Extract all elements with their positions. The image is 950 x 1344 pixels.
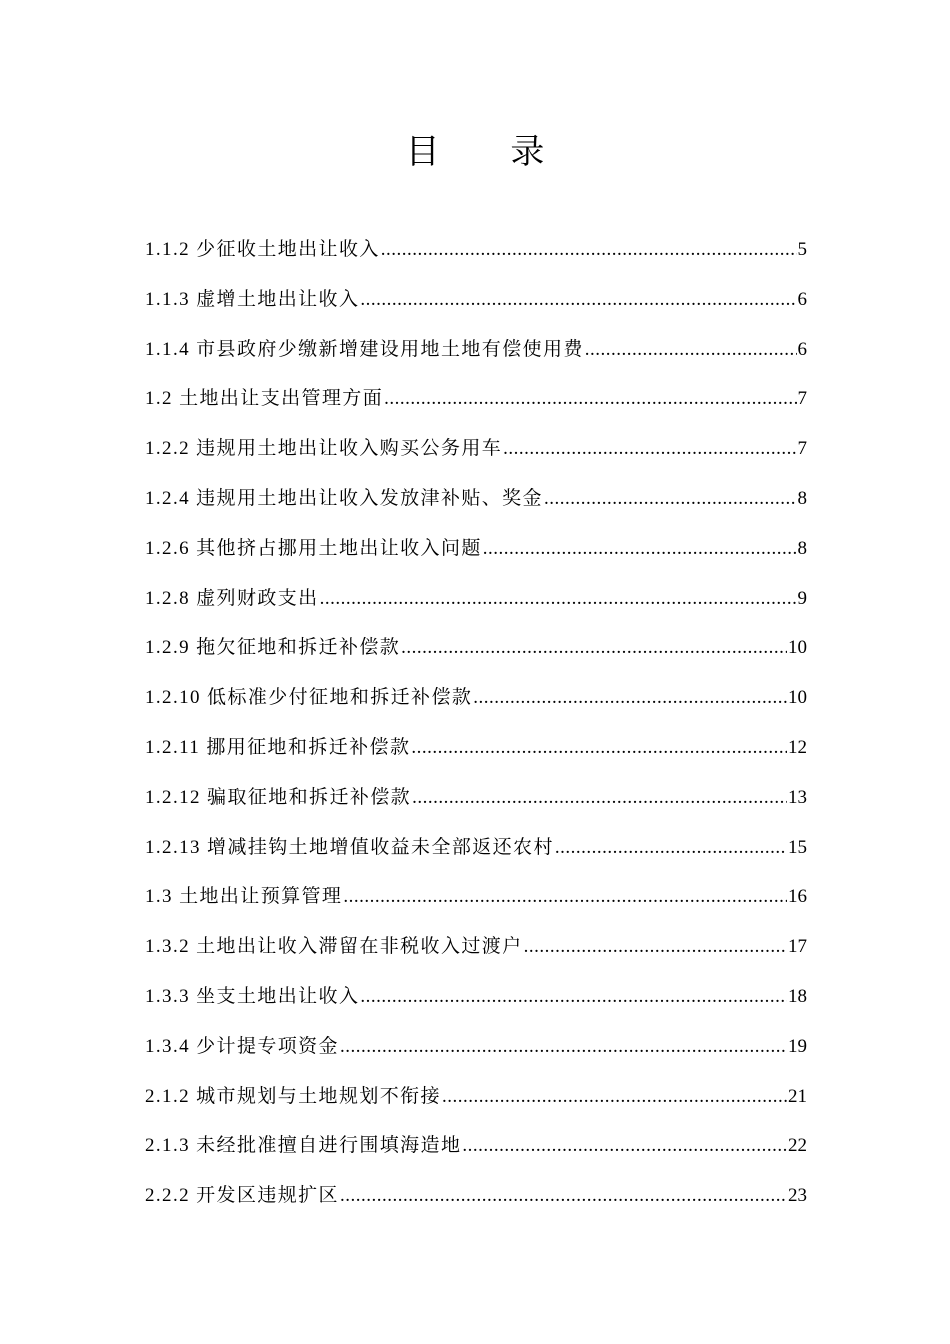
toc-leader-dots [462,1126,787,1166]
toc-entry-page: 10 [788,637,807,659]
toc-leader-dots [343,877,787,917]
toc-entry-page: 18 [788,985,807,1007]
toc-leader-dots [384,379,796,419]
toc-entry-page: 17 [788,936,807,958]
toc-leader-dots [340,1176,787,1216]
toc-entry-page: 6 [797,288,807,310]
toc-entry-label: 1.3.3 坐支土地出让收入 [145,985,360,1007]
toc-entry-page: 23 [788,1185,807,1207]
toc-entry-page: 6 [797,338,807,360]
toc-entry[interactable] [145,628,807,678]
toc-entry-label: 1.3 土地出让预算管理 [145,886,343,908]
toc-entry-page: 9 [797,587,807,609]
toc-entry-label: 1.3.2 土地出让收入滞留在非税收入过渡户 [145,936,523,958]
toc-entry-page: 15 [788,836,807,858]
toc-entry-label: 1.2.13 增减挂钩土地增值收益未全部返还农村 [145,836,554,858]
page-title: 目 录 [405,132,575,172]
toc-entry[interactable] [145,977,807,1027]
toc-entry[interactable] [145,1126,807,1176]
toc-leader-dots [320,579,797,619]
toc-entry[interactable] [145,1027,807,1077]
toc-entry[interactable] [145,230,807,280]
toc-entry[interactable] [145,877,807,927]
toc-entry-label: 1.2.6 其他挤占挪用土地出让收入问题 [145,537,482,559]
toc-entry-page: 7 [797,438,807,460]
toc-leader-dots [360,280,796,320]
toc-leader-dots [411,728,787,768]
toc-entry-page: 12 [788,736,807,758]
toc-entry[interactable] [145,429,807,479]
toc-leader-dots [442,1077,787,1117]
toc-entry[interactable] [145,379,807,429]
toc-entry-label: 2.2.2 开发区违规扩区 [145,1185,339,1207]
toc-entry-label: 1.1.2 少征收土地出让收入 [145,239,380,260]
toc-leader-dots [340,1027,787,1067]
toc-leader-dots [555,828,787,868]
toc-entry-page: 13 [788,786,807,808]
toc-entry-label: 1.2.8 虚列财政支出 [145,587,319,609]
toc-entry-label: 1.2.10 低标准少付征地和拆迁补偿款 [145,687,473,709]
toc-entry-label: 1.2.2 违规用土地出让收入购买公务用车 [145,438,503,460]
toc-entry-page: 19 [788,1035,807,1057]
toc-entry-label: 1.2 土地出让支出管理方面 [145,388,384,410]
toc-leader-dots [503,429,796,469]
toc-leader-dots [483,529,797,569]
toc-entry-page: 22 [788,1135,807,1157]
toc-entry-page: 10 [788,687,807,709]
toc-leader-dots [473,678,787,718]
toc-entry-label: 2.1.2 城市规划与土地规划不衔接 [145,1085,441,1107]
toc-entry[interactable] [145,1077,807,1127]
table-of-contents [145,230,807,1226]
toc-entry[interactable] [145,330,807,380]
toc-entry-label: 1.2.9 拖欠征地和拆迁补偿款 [145,637,401,659]
toc-entry-label: 1.2.12 骗取征地和拆迁补偿款 [145,786,412,808]
toc-entry-page: 7 [797,388,807,410]
toc-entry-label: 1.3.4 少计提专项资金 [145,1035,339,1057]
toc-entry-page: 8 [797,537,807,559]
toc-entry[interactable] [145,579,807,629]
toc-entry-label: 1.1.3 虚增土地出让收入 [145,288,360,310]
toc-leader-dots [381,230,797,270]
toc-entry-label: 1.2.11 挪用征地和拆迁补偿款 [145,736,411,758]
toc-leader-dots [585,330,797,370]
toc-entry[interactable] [145,479,807,529]
toc-leader-dots [360,977,787,1017]
toc-entry-label: 1.2.4 违规用土地出让收入发放津补贴、奖金 [145,487,543,509]
toc-entry-page: 21 [788,1085,807,1107]
toc-leader-dots [412,778,787,818]
toc-entry[interactable] [145,828,807,878]
toc-leader-dots [544,479,797,519]
toc-entry[interactable] [145,280,807,330]
toc-entry[interactable] [145,678,807,728]
toc-entry-label: 1.1.4 市县政府少缴新增建设用地土地有偿使用费 [145,338,584,360]
toc-entry-page: 8 [797,487,807,509]
toc-entry-page: 16 [788,886,807,908]
toc-entry-label: 2.1.3 未经批准擅自进行围填海造地 [145,1135,462,1157]
toc-entry[interactable] [145,778,807,828]
toc-leader-dots [401,628,787,668]
toc-leader-dots [524,927,787,967]
toc-entry[interactable] [145,927,807,977]
toc-entry-page: 5 [797,239,807,260]
toc-entry[interactable] [145,728,807,778]
toc-entry[interactable] [145,1176,807,1226]
toc-entry[interactable] [145,529,807,579]
